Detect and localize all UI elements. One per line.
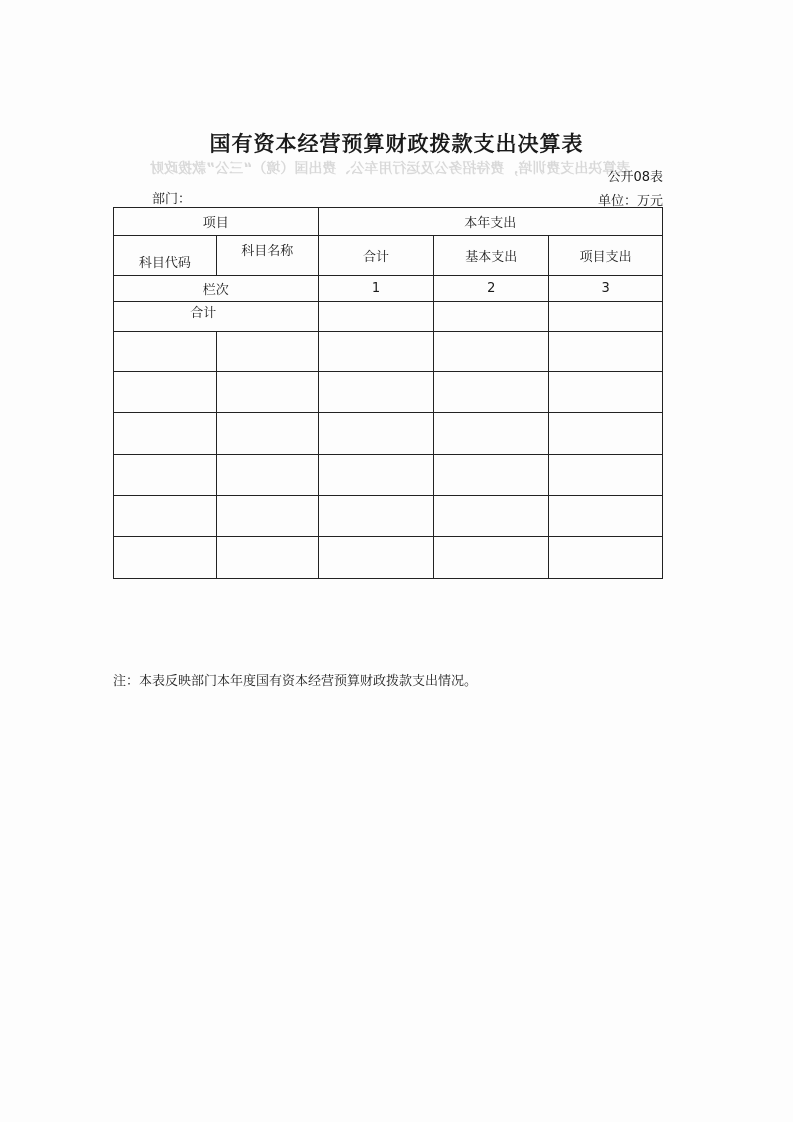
expenditure-table [113, 207, 663, 579]
table-cell [549, 372, 663, 413]
table-cell [549, 496, 663, 537]
department-label: 部门： [152, 192, 192, 207]
table-cell [434, 537, 549, 579]
col-subject-name: 科目名称 [216, 236, 318, 276]
row-total-empty [216, 302, 318, 332]
table-cell [549, 332, 663, 372]
bleed-through-text: 表算决出支费训培，费待招务公及运行用车公、费出国（境）“三公”款拨政财 [150, 161, 631, 177]
table-cell [216, 455, 318, 496]
table-cell [549, 455, 663, 496]
table-cell [114, 496, 217, 537]
header-current-expenditure: 本年支出 [318, 208, 662, 236]
col-total: 合计 [318, 236, 434, 276]
row-total-label: 合计 [114, 302, 217, 332]
row-total-sum [318, 302, 434, 332]
table-cell [318, 413, 434, 455]
column-index-2: 2 [434, 276, 549, 302]
table-cell [434, 455, 549, 496]
table-cell [318, 496, 434, 537]
row-column-index-label: 栏次 [114, 276, 319, 302]
table-cell [318, 537, 434, 579]
table-cell [216, 496, 318, 537]
row-total-basic [434, 302, 549, 332]
table-cell [434, 496, 549, 537]
form-code: 公开08表 [607, 170, 663, 185]
table-cell [318, 372, 434, 413]
table-cell [216, 413, 318, 455]
col-basic: 基本支出 [434, 236, 549, 276]
table-cell [434, 372, 549, 413]
table-cell [114, 537, 217, 579]
col-subject-code: 科目代码 [114, 236, 217, 276]
table-cell [434, 332, 549, 372]
table-cell [318, 455, 434, 496]
column-index-1: 1 [318, 276, 434, 302]
page-title: 国有资本经营预算财政拨款支出决算表 [209, 132, 584, 156]
table-cell [114, 372, 217, 413]
table-cell [216, 372, 318, 413]
row-total-project [549, 302, 663, 332]
table-cell [114, 455, 217, 496]
table-cell [549, 537, 663, 579]
table-cell [216, 332, 318, 372]
column-index-3: 3 [549, 276, 663, 302]
footnote: 注：本表反映部门本年度国有资本经营预算财政拨款支出情况。 [113, 674, 478, 689]
table-cell [318, 332, 434, 372]
table-cell [434, 413, 549, 455]
header-item: 项目 [114, 208, 319, 236]
table-cell [549, 413, 663, 455]
table-cell [216, 537, 318, 579]
unit-label: 单位：万元 [597, 194, 663, 209]
table-cell [114, 413, 217, 455]
table-cell [114, 332, 217, 372]
col-project: 项目支出 [549, 236, 663, 276]
